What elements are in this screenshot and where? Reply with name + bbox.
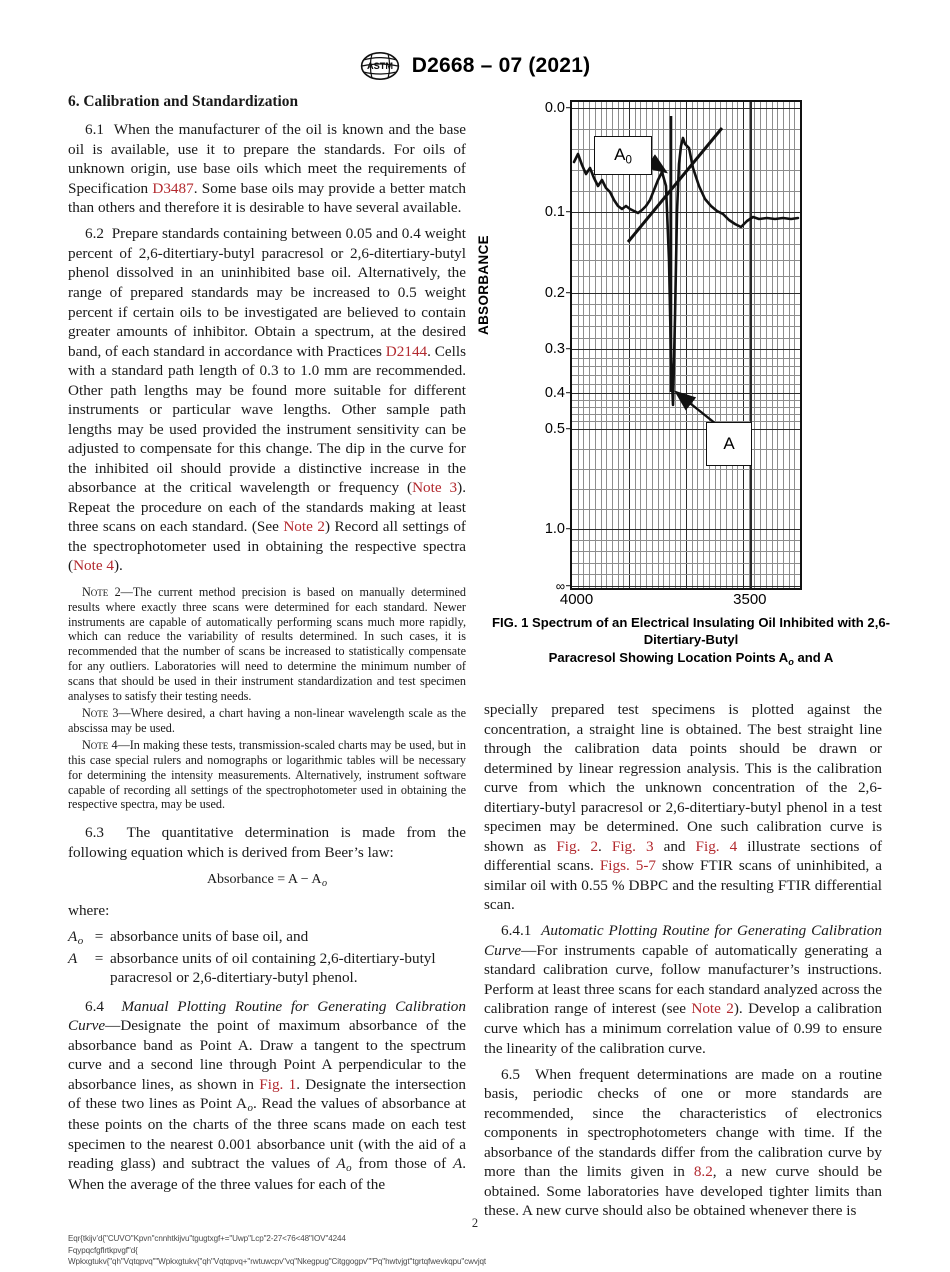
ref-fig-2[interactable]: Fig. 2 bbox=[556, 837, 599, 855]
figure-caption-subscript: o bbox=[788, 656, 794, 667]
paragraph-6-4-1 bbox=[484, 921, 882, 1058]
ref-8-2[interactable]: 8.2 bbox=[693, 1163, 713, 1181]
note-3-number: 3 bbox=[112, 705, 119, 720]
para-6-4-text-c: . Read the values of absorbance at these points on the charts of the three scans made on each test specimen to the nearest 0.001 absorbance unit (with the aid of a reading glass) and subtract the values of bbox=[68, 1095, 466, 1173]
note-3 bbox=[68, 706, 466, 736]
equals-sign: = bbox=[94, 928, 104, 945]
para-6-1-text-a: When the manufacturer of the oil is known and the base oil is available, use it to prepare the standards. For oils of unknown origin, use base oils which meet the requirements of Specification bbox=[68, 121, 466, 197]
para-6-2-text-c: ). Repeat the procedure on each of the standards making at least three scans on each standard. (See bbox=[68, 479, 466, 536]
para-6-4-1-title: Automatic Plotting Routine for Generating Calibration Curve bbox=[484, 922, 882, 959]
ref-fig-1[interactable]: Fig. 1 bbox=[259, 1075, 297, 1093]
symbol-definition-table bbox=[68, 927, 466, 988]
y-axis-tick-label: 0.0 bbox=[544, 99, 565, 116]
callout-a0-text: $A_0$ bbox=[614, 144, 632, 167]
ref-fig-3[interactable]: Fig. 3 bbox=[611, 837, 654, 855]
spectrum-trace bbox=[574, 138, 798, 405]
figure-caption-line1: FIG. 1 Spectrum of an Electrical Insulating Oil Inhibited with 2,6-Ditertiary-Butyl bbox=[492, 615, 890, 648]
y-axis-tick-label: 0.4 bbox=[544, 384, 565, 401]
footer-line-2: Fqypqcfgflrtkpvgf"d{ bbox=[68, 1245, 138, 1255]
callout-a-text: A bbox=[723, 434, 735, 453]
para-number-6-2: 6.2 bbox=[85, 225, 104, 243]
figure-caption-line2-b: and A bbox=[793, 649, 834, 665]
para-6-4-1-text-a: —For instruments capable of automatically generating a standard calibration curve, follow manufacturer’s instructions. Perform at least three scans for each standard analyzed across the calibration range of interest (see bbox=[484, 941, 882, 1018]
sep-2: and bbox=[653, 837, 696, 855]
y-axis-label: ABSORBANCE bbox=[476, 235, 491, 335]
paragraph-6-3 bbox=[68, 823, 466, 862]
figure-1 bbox=[476, 92, 898, 668]
para-6-4-text-a: —Designate the point of maximum absorbance of the absorbance band as Point A. Draw a tangent to the spectrum curve and a second line through Point A perpendicular to the absorbance lines, as shown in bbox=[68, 1017, 466, 1093]
para-number-6-1: 6.1 bbox=[85, 121, 104, 139]
para-6-2-text-a: Prepare standards containing between 0.05 and 0.4 weight percent of 2,6-ditertiary-butyl paracresol or 2,6-ditertiary-butyl phenol dissolved in an uninhibited base oil. Alternatively, the range of prepared standards may be increased to 0.5 weight percent if certain oils to be investigated are believed to contain greater amounts of inhibitor. Obtain a spectrum, at the desired band, of each standard in accordance with Practices bbox=[68, 225, 466, 360]
para-6-2-text-b: . Cells with a standard path length of 0.3 to 1.0 mm are recommended. Other path lengths may be found more suitable for different instruments or particular wave lengths. Other sample path lengths may be used provided the instrument sensitivity can be adjusted to compensate for this change. The dip in the curve for the inhibited oil should provide a distinctive increase in the absorbance at the critical wavelength or frequency ( bbox=[68, 342, 466, 497]
paragraph-6-2 bbox=[68, 224, 466, 576]
para-6-1-text-b: . Some base oils may provide a better match than others and therefore it is desirable to have several available. bbox=[68, 179, 466, 217]
callout-a-sub-zero[interactable] bbox=[594, 136, 652, 175]
ref-figs-5-7[interactable]: Figs. 5-7 bbox=[599, 857, 656, 875]
note-3-label: Note bbox=[82, 705, 109, 720]
sep-4: show FTIR scans of uninhibited, a similar oil with 0.55 % DBPC and the resulting FTIR differential scan. bbox=[484, 857, 883, 914]
paragraph-6-1 bbox=[68, 120, 466, 218]
subscript-o: o bbox=[247, 1102, 253, 1115]
beer-law-equation bbox=[68, 871, 466, 891]
right-text-column bbox=[484, 700, 882, 1227]
y-axis-tick-label: 0.3 bbox=[544, 340, 565, 357]
spectrum-chart bbox=[476, 92, 898, 608]
definition-a: absorbance units of oil containing 2,6-ditertiary-butyl paracresol or 2,6-ditertiary-butyl phenol. bbox=[110, 949, 436, 987]
ref-fig-4[interactable]: Fig. 4 bbox=[695, 837, 738, 855]
symbol-a-inline: A bbox=[336, 1155, 346, 1173]
symbol-a-sub-o: $A_o$ bbox=[68, 928, 84, 948]
symbol-a: A bbox=[68, 949, 78, 967]
y-axis-tick-label: 1.0 bbox=[544, 520, 565, 537]
page-number: 2 bbox=[471, 1216, 479, 1230]
sep-3: illustrate sections of differential scans. bbox=[484, 837, 883, 875]
para-number-6-5: 6.5 bbox=[501, 1065, 520, 1083]
note-4-label: Note bbox=[82, 738, 109, 753]
para-number-6-3: 6.3 bbox=[85, 824, 104, 842]
table-row bbox=[68, 927, 466, 949]
para-6-4-1-text-b: ). Develop a calibration curve which has a minimum correlation value of 0.99 to ensure the linearity of the calibration curve. bbox=[484, 1000, 882, 1057]
para-number-6-4-1: 6.4.1 bbox=[501, 922, 532, 940]
ref-d2144[interactable]: D2144 bbox=[385, 342, 428, 360]
symbol-a-inline-2: A bbox=[452, 1155, 463, 1173]
para-6-4-text-d: from those of bbox=[351, 1155, 453, 1173]
note-2-label: Note bbox=[82, 584, 109, 599]
sep-1: . bbox=[598, 837, 612, 855]
astm-logo-icon bbox=[360, 51, 400, 81]
page-header bbox=[0, 46, 950, 86]
section-heading-6: 6. Calibration and Standardization bbox=[68, 93, 299, 110]
footer-line-1: Eqr{tkijv’d{"CUVO"Kpvn"cnnhtkijvu"tgugtxgf+="Uwp"Lcp"2‑27<76<48"IOV"4244 bbox=[68, 1234, 346, 1243]
ref-note-2[interactable]: Note 2 bbox=[283, 518, 325, 536]
equals-sign: = bbox=[94, 949, 104, 967]
notes-block bbox=[68, 585, 466, 812]
left-text-column bbox=[68, 92, 466, 1202]
paragraph-6-5 bbox=[484, 1065, 882, 1221]
note-2-text: —The current method precision is based on manually determined results where exactly three scans were determined for each standard. Newer instruments are capable of automatically performing scans much more rapidly, which can reduce the variability of results determined. In such cases, it is recommended that the number of scans be increased to statistically compensate for any outliers. Laboratories will need to determine the minimum number of scans that should be used in their instrument standardization and test specimen analyses to satisfy their testing needs. bbox=[68, 584, 466, 703]
ref-note-2-b[interactable]: Note 2 bbox=[691, 1000, 734, 1018]
note-3-text: —Where desired, a chart having a non-linear wavelength scale as the abscissa may be used. bbox=[68, 705, 466, 735]
note-4 bbox=[68, 738, 466, 812]
paragraph-6-4-continued bbox=[484, 700, 882, 915]
standard-designation: D2668 – 07 (2021) bbox=[411, 54, 591, 77]
para-6-5-text-a: When frequent determinations are made on a routine basis, periodic checks of one or more standards are recommended, since the characteristics of electronics components in spectrophotometers change with time. If the absorbance of the standards differ from the calibration curve by more than the limits given in bbox=[484, 1065, 882, 1181]
para-6-2-text-e: ). bbox=[113, 557, 123, 575]
equation-text: Absorbance = A − A bbox=[206, 872, 322, 888]
chart-plot-area bbox=[544, 99, 802, 608]
figure-caption bbox=[484, 614, 898, 668]
para-6-2-text-d: ) Record all settings of the spectrophotometer used in obtaining the respective spectra ( bbox=[68, 518, 466, 575]
para-6-4-cont-text: specially prepared test specimens is plotted against the concentration, a straight line is obtained. The best straight line through the calibration data points should be drawn or determined by linear regression analysis. This is the calibration curve from which the unknown concentration of the 2,6-ditertiary-butyl paracresol or 2,6-ditertiary-butyl phenol in a test specimen may be determined. One such calibration curve is shown as bbox=[484, 701, 882, 855]
y-axis-tick-label: 0.1 bbox=[544, 203, 565, 220]
footer-watermark bbox=[68, 1233, 888, 1268]
svg-text:ASTM: ASTM bbox=[366, 60, 393, 71]
equation-subscript: o bbox=[322, 878, 328, 890]
note-2 bbox=[68, 585, 466, 704]
figure-caption-line2-a: Paracresol Showing Location Points A bbox=[548, 649, 789, 665]
paragraph-6-4 bbox=[68, 997, 466, 1195]
x-axis-tick-label: 3500 bbox=[733, 591, 767, 608]
note-4-text: —In making these tests, transmission-scaled charts may be used, but in this case special rulers and nomographs or logarithmic tables will be necessary for determining the intensity measurements. Alternatively, instrument software capable of recording all settings of the spectrophotometer used in obtaining the respective spectra, may be used. bbox=[68, 738, 466, 812]
y-axis-tick-label: 0.2 bbox=[544, 284, 565, 301]
ref-note-3[interactable]: Note 3 bbox=[412, 479, 458, 497]
para-number-6-4: 6.4 bbox=[85, 997, 104, 1015]
ref-note-4[interactable]: Note 4 bbox=[73, 557, 114, 575]
definition-a-sub-o: absorbance units of base oil, and bbox=[110, 928, 309, 945]
para-6-4-text-e: . When the average of the three values for each of the bbox=[68, 1155, 467, 1194]
table-row bbox=[68, 949, 466, 988]
x-axis-tick-label: 4000 bbox=[559, 591, 594, 608]
y-axis-tick-label: ∞ bbox=[555, 578, 565, 594]
note-2-number: 2 bbox=[114, 584, 121, 599]
para-6-5-text-b: , a new curve should be obtained. Some laboratories have developed tighter limits than these. A new curve should also be obtained whenever there is bbox=[484, 1163, 882, 1220]
para-6-4-title: Manual Plotting Routine for Generating Calibration Curve bbox=[68, 997, 466, 1035]
where-label: where: bbox=[68, 901, 110, 919]
footer-line-3: Wpkxgtukv{"qh"Vqtqpvq""Wpkxgtukv{"qh"Vqtqpvq+"rwtuwcpv"vq"Nkegpug"Citggogpv""Pq"hwtvjgt"tgrtqfwevkqpu"cwvjqt bbox=[68, 1257, 487, 1267]
note-4-number: 4 bbox=[111, 738, 118, 753]
ref-d3487[interactable]: D3487 bbox=[152, 179, 194, 197]
para-6-3-text: The quantitative determination is made from the following equation which is derived from Beer’s law: bbox=[68, 824, 466, 861]
y-axis-tick-label: 0.5 bbox=[544, 420, 565, 437]
subscript-o-2: o bbox=[346, 1162, 352, 1175]
callout-a[interactable] bbox=[706, 422, 752, 466]
para-6-4-text-b: . Designate the intersection of these two lines as Point A bbox=[68, 1075, 466, 1113]
